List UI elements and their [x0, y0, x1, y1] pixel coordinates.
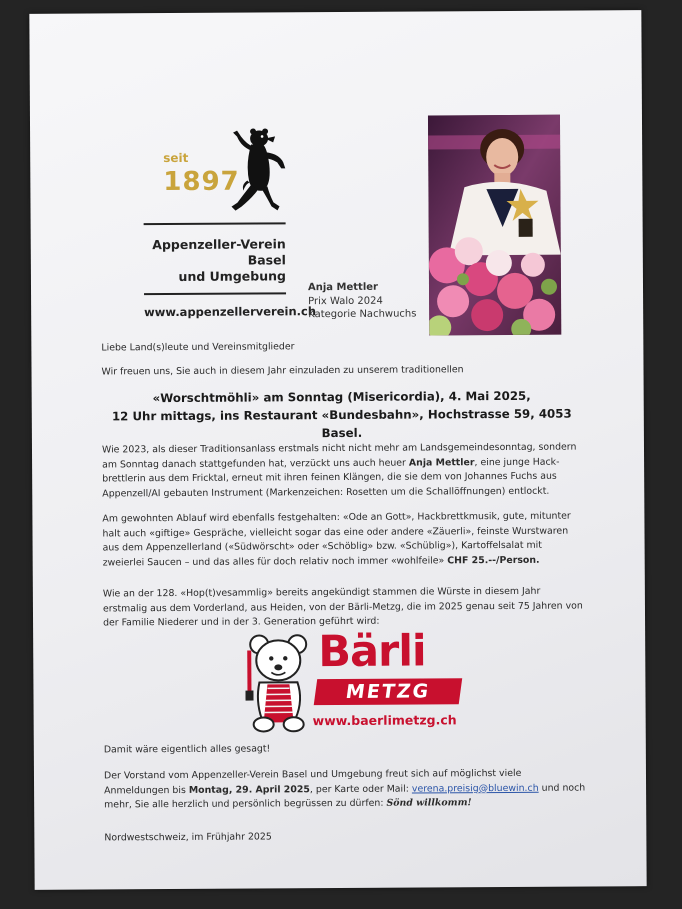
portrait-image — [428, 115, 561, 336]
photo-caption — [308, 281, 417, 322]
p1-musician-name: Anja Mettler — [408, 456, 475, 469]
p5-deadline: Montag, 29. April 2025 — [188, 783, 310, 796]
bear-icon — [229, 124, 288, 214]
event-headline — [102, 387, 582, 444]
p1-text-b: , eine junge Hack-brettlerin aus dem Fricktal, erneut mit ihren feinen Klängen, die sie dem von Johannes Fuchs aus Appenzell/AI gebauten Instrument (Markenzeichen: Rosetten um die Schallöffnungen) entlockt. — [102, 456, 560, 500]
p2-text-a: Am gewohnten Ablauf wird ebenfalls festgehalten: «Ode an Gott», Hackbrettkmusik, gute, mitunter halt auch «giftige» Gespräche, vielleicht sogar das eine oder andere «Zäuerli», feinste Wurstwaren aus dem Appenzellerland («Südwörscht» oder «Schöblig» bzw. «Schüblig»), Kartoffelsalat mit zweierlei Saucen – und das alles für doch relativ noch immer «wohlfeile» — [102, 510, 571, 569]
p1-text-a: Wie 2023, als dieser Traditionsanlass erstmals nicht nicht mehr am Landsgemeindesonntag, sondern am Sonntag danach stattgefunden hat, verzückt uns auch heuer — [101, 441, 577, 471]
org-name — [144, 236, 286, 285]
caption-name: Anja Mettler — [307, 281, 378, 294]
paragraph-musician — [102, 440, 584, 501]
org-website: www.appenzellerverein.ch — [144, 304, 317, 320]
event-headline-line1: «Worschtmöhli» am Sonntag (Misericordia), 4. Mai 2025, — [152, 388, 531, 406]
paragraph-registration — [104, 766, 586, 813]
logo-year: 1897 — [163, 166, 240, 198]
letter-paper — [29, 10, 646, 890]
p5-text-c: und noch mehr, Sie alle herzlich und persönlich begrüssen zu dürfen: — [104, 782, 586, 811]
intro-text: Wir freuen uns, Sie auch in diesem Jahr einzuladen zu unserem traditionellen — [101, 364, 464, 378]
caption-award: Prix Walo 2024 — [308, 295, 383, 307]
logo-bottom-rule — [144, 292, 286, 295]
email-link[interactable]: verena.preisig@bluewin.ch — [411, 782, 539, 795]
baerli-logo-metzg: METZG — [314, 678, 462, 705]
greeting: Liebe Land(s)leute und Vereinsmitglieder — [101, 341, 295, 354]
paragraph-summary: Damit wäre eigentlich alles gesagt! — [103, 743, 271, 756]
paragraph-program — [102, 509, 584, 570]
p5-text-a: Der Vorstand vom Appenzeller-Verein Basel und Umgebung freut sich auf möglichst viele Anmeldungen bis — [103, 767, 522, 797]
closing-phrase: Sönd willkomm! — [386, 797, 472, 809]
logo-seit: seit — [163, 150, 189, 166]
org-name-line2: Basel — [247, 252, 286, 268]
logo-top-rule — [144, 222, 286, 225]
p2-price: CHF 25.--/Person. — [447, 554, 540, 567]
org-name-line1: Appenzeller-Verein — [152, 236, 286, 253]
baerli-logo-website: www.baerlimetzg.ch — [312, 712, 457, 729]
teddy-bear-icon — [245, 635, 307, 731]
signoff: Nordwestschweiz, im Frühjahr 2025 — [104, 831, 272, 844]
caption-category: Kategorie Nachwuchs — [308, 308, 417, 321]
baerli-logo-name: Bärli — [318, 626, 426, 678]
event-headline-line2: 12 Uhr mittags, ins Restaurant «Bundesbahn», Hochstrasse 59, 4053 Basel. — [111, 406, 572, 441]
p5-text-b: , per Karte oder Mail: — [309, 783, 412, 795]
org-name-line3: und Umgebung — [178, 268, 286, 284]
paragraph-butcher: Wie an der 128. «Hop(t)vesammlig» bereits angekündigt stammen die Würste in diesem Jahr erstmalig aus dem Vorderland, aus Heiden, von der Bärli-Metzg, die im 2025 genau seit 75 Jahren von der Familie Niederer und in der 3. Generation geführt wird: — [102, 585, 583, 629]
photo-anja-mettler — [428, 115, 561, 336]
